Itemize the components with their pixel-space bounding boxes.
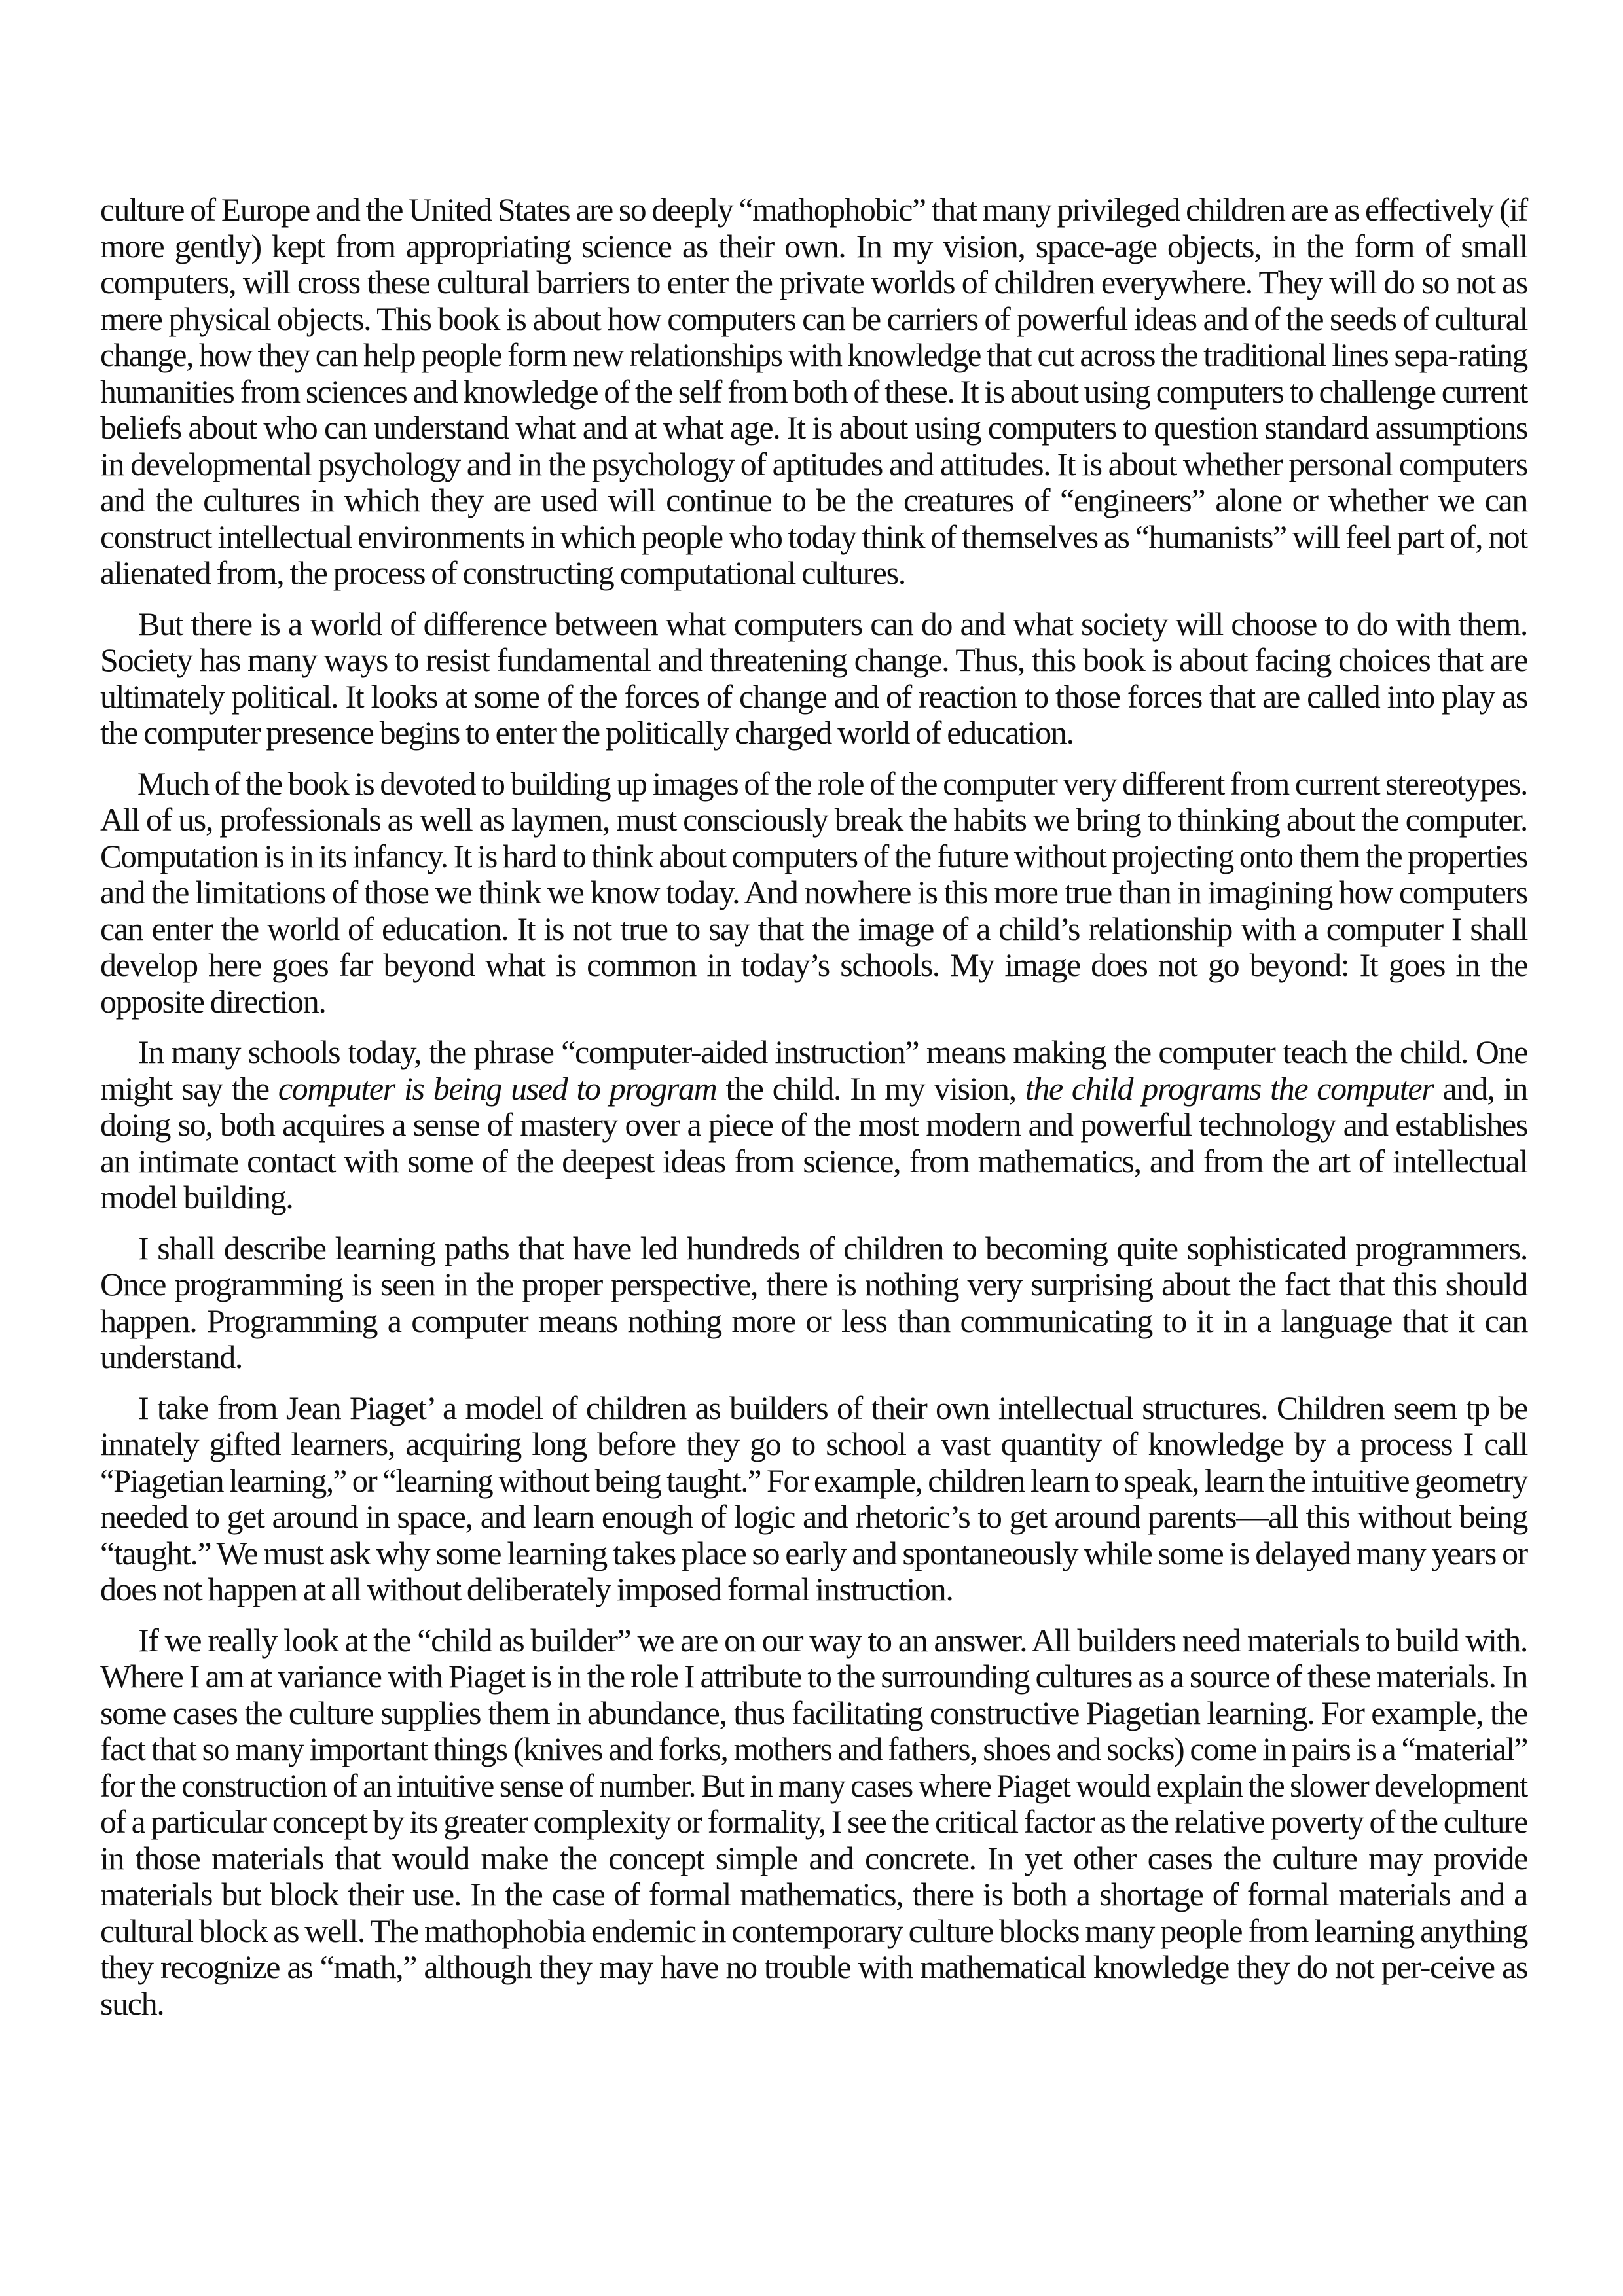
text-line-with-emphasis [100, 1071, 1527, 1107]
text-line: needed to get around in space, and learn enough of logic and rhetoric’s to get around parents—all this without being [100, 1498, 1527, 1535]
body-text [100, 192, 1527, 2036]
paragraph-2 [100, 606, 1527, 751]
text-line: does not happen at all without deliberately imposed formal instruction. [100, 1571, 953, 1607]
text-line: I shall describe learning paths that have led hundreds of children to becoming quite sophisticated programmers. [138, 1229, 1527, 1266]
text-line: In many schools today, the phrase “computer-aided instruction” means making the computer teach the child. One [138, 1033, 1527, 1070]
text-line: “Piagetian learning,” or “learning without being taught.” For example, children learn to speak, learn the intuitive geometry [100, 1462, 1528, 1499]
text-line: the computer presence begins to enter the politically charged world of education. [100, 714, 1074, 751]
text-line: such. [100, 1984, 164, 2022]
text-line: can enter the world of education. It is not true to say that the image of a child’s relationship with a computer I shall [100, 910, 1527, 947]
text-line: computers, will cross these cultural barriers to enter the private worlds of children everywhere. They will do so not as [100, 264, 1527, 300]
text-line: they recognize as “math,” although they may have no trouble with mathematical knowledge they do not per-ceive as [100, 1948, 1527, 1985]
emphasis-italic: computer is being used to program [278, 1069, 717, 1107]
text-segment: the child. In my vision, [716, 1069, 1025, 1107]
text-line: But there is a world of difference between what computers can do and what society will choose to do with them. [138, 605, 1527, 642]
text-line: All of us, professionals as well as laymen, must consciously break the habits we bring to thinking about the computer. [100, 801, 1527, 838]
text-line: humanities from sciences and knowledge of the self from both of these. It is about using computers to challenge current [100, 372, 1527, 410]
text-line: beliefs about who can understand what and at what age. It is about using computers to question standard assumptions [100, 409, 1527, 446]
text-line: opposite direction. [100, 982, 326, 1020]
text-line: culture of Europe and the United States are so deeply “mathophobic” that many privileged children are as effectively (if [100, 191, 1527, 228]
text-line: happen. Programming a computer means nothing more or less than communicating to it in a language that it can [100, 1302, 1527, 1339]
text-line: and the cultures in which they are used will continue to be the creatures of “engineers” alone or whether we can [100, 482, 1527, 518]
text-line: “taught.” We must ask why some learning takes place so early and spontaneously while some is delayed many years or [100, 1534, 1527, 1571]
paragraph-3 [100, 766, 1527, 1020]
text-line: in developmental psychology and in the psychology of aptitudes and attitudes. It is about whether personal computers [100, 445, 1527, 482]
text-segment: might say the [100, 1069, 278, 1107]
text-line: materials but block their use. In the case of formal mathematics, there is both a shortage of formal materials and a [100, 1876, 1527, 1912]
emphasis-italic: the child programs the computer [1025, 1069, 1434, 1107]
text-line: alienated from, the process of constructing computational cultures. [100, 554, 905, 591]
text-line: Computation is in its infancy. It is hard to think about computers of the future without projecting onto them the properties [100, 837, 1528, 874]
text-line: model building. [100, 1179, 293, 1215]
text-line: doing so, both acquires a sense of mastery over a piece of the most modern and powerful technology and establishes [100, 1106, 1527, 1143]
paragraph-5 [100, 1230, 1527, 1376]
text-line: Much of the book is devoted to building up images of the role of the computer very different from current stereotypes. [137, 764, 1528, 802]
text-line: more gently) kept from appropriating science as their own. In my vision, space-age objects, in the form of small [100, 227, 1527, 264]
text-line: an intimate contact with some of the deepest ideas from science, from mathematics, and from the art of intellectual [100, 1142, 1527, 1179]
text-line: Society has many ways to resist fundamental and threatening change. Thus, this book is about facing choices that are [100, 641, 1527, 678]
text-line: change, how they can help people form new relationships with knowledge that cut across the traditional lines sepa-rating [100, 336, 1527, 373]
text-line: ultimately political. It looks at some of the forces of change and of reaction to those forces that are called into play as [100, 677, 1527, 715]
text-line: of a particular concept by its greater complexity or formality, I see the critical factor as the relative poverty of the culture [100, 1803, 1527, 1840]
text-line: in those materials that would make the concept simple and concrete. In yet other cases the culture may provide [100, 1839, 1527, 1876]
text-line: some cases the culture supplies them in abundance, thus facilitating constructive Piagetian learning. For example, the [100, 1694, 1527, 1731]
text-segment: and, in [1433, 1069, 1527, 1107]
paragraph-4 [100, 1034, 1527, 1216]
text-line: fact that so many important things (knives and forks, mothers and fathers, shoes and socks) come in pairs is a “material” [100, 1731, 1528, 1767]
text-line: construct intellectual environments in which people who today think of themselves as “humanists” will feel part of, not [100, 518, 1527, 555]
text-line: develop here goes far beyond what is common in today’s schools. My image does not go beyond: It goes in the [100, 946, 1527, 983]
text-line: If we really look at the “child as builder” we are on our way to an answer. All builders need materials to build with. [138, 1621, 1527, 1659]
text-line: I take from Jean Piaget’ a model of children as builders of their own intellectual structures. Children seem tp be [138, 1389, 1527, 1426]
text-line: and the limitations of those we think we know today. And nowhere is this more true than in imagining how computers [100, 874, 1527, 910]
paragraph-1 [100, 192, 1527, 592]
text-line: innately gifted learners, acquiring long before they go to school a vast quantity of knowledge by a process I call [100, 1426, 1527, 1462]
text-line: Once programming is seen in the proper perspective, there is nothing very surprising about the fact that this should [100, 1266, 1527, 1302]
paragraph-6 [100, 1390, 1527, 1608]
text-line: mere physical objects. This book is about how computers can be carriers of powerful ideas and of the seeds of cultural [100, 300, 1527, 337]
paragraph-7 [100, 1623, 1527, 2022]
text-line: cultural block as well. The mathophobia endemic in contemporary culture blocks many people from learning anything [100, 1912, 1528, 1949]
text-line: understand. [100, 1338, 243, 1375]
text-line: Where I am at variance with Piaget is in the role I attribute to the surrounding cultures as a source of these materials. In [100, 1658, 1527, 1695]
text-line: for the construction of an intuitive sense of number. But in many cases where Piaget would explain the slower development [100, 1767, 1527, 1804]
